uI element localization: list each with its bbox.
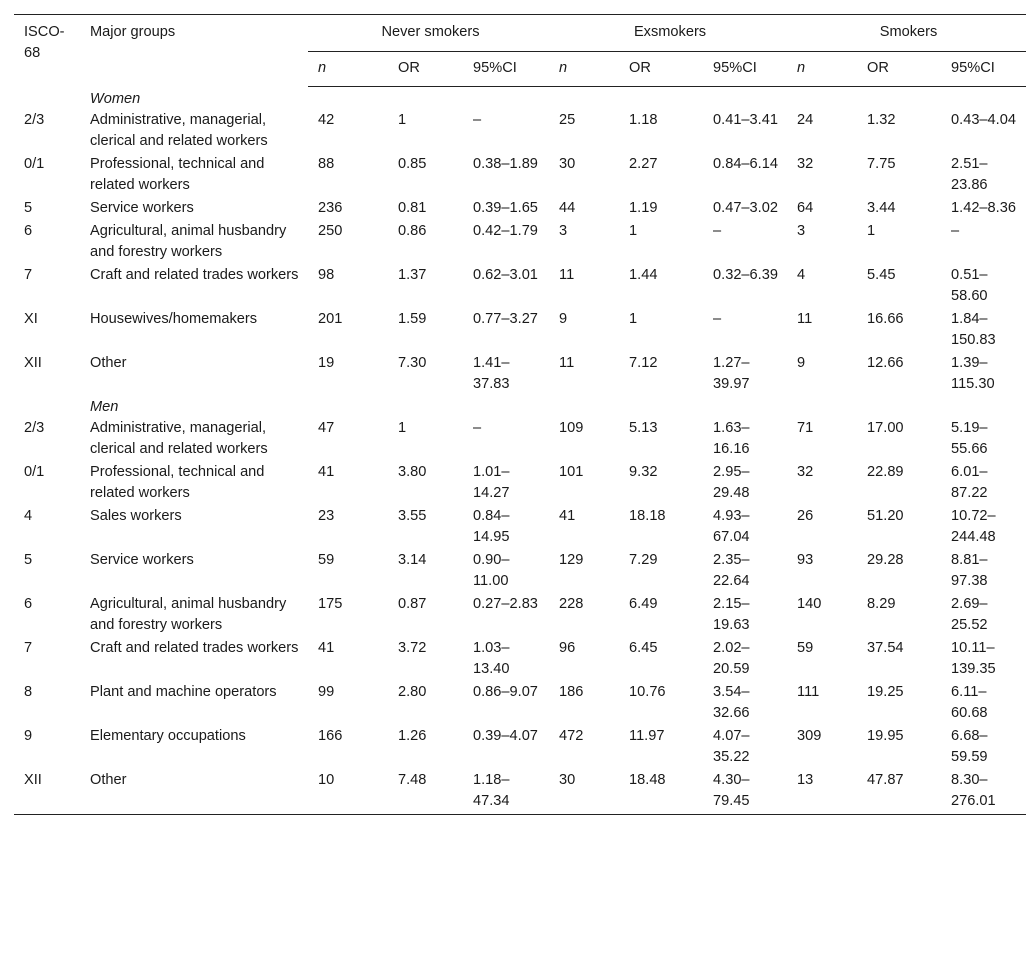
major-group-cell: Plant and machine operators <box>90 683 277 700</box>
n-cell: 30 <box>559 155 576 172</box>
ci-cell: 2.02–20.59 <box>713 639 750 677</box>
or-cell: 18.18 <box>629 507 666 524</box>
major-group-cell: Housewives/homemakers <box>90 310 258 327</box>
ci-cell: 0.90–11.00 <box>473 551 510 589</box>
or-cell: 3.72 <box>398 639 427 656</box>
n-cell: 11 <box>559 354 575 371</box>
n-cell: 3 <box>797 222 806 239</box>
or-cell: 7.75 <box>867 155 896 172</box>
ci-cell: 0.32–6.39 <box>713 266 778 283</box>
ci-cell: – <box>713 310 722 327</box>
section-spacer <box>857 87 941 108</box>
ci-cell: 10.11–139.35 <box>951 639 996 677</box>
or-cell: 10.76 <box>629 683 666 700</box>
table-row <box>14 636 1026 680</box>
ci-cell: 5.19–55.66 <box>951 419 988 457</box>
never-smokers-header: Never smokers <box>308 15 549 52</box>
n-cell: 228 <box>559 595 584 612</box>
or-cell: 1 <box>398 111 407 128</box>
n-cell: 11 <box>797 310 813 327</box>
ci-cell: 1.01–14.27 <box>473 463 510 501</box>
isco-code-cell: 7 <box>24 266 33 283</box>
table-row <box>14 219 1026 263</box>
or-cell: 1 <box>629 310 638 327</box>
table-row <box>14 680 1026 724</box>
n-cell: 24 <box>797 111 814 128</box>
or-cell: 5.13 <box>629 419 658 436</box>
or-cell: 3.44 <box>867 199 896 216</box>
n-cell: 111 <box>797 683 820 700</box>
section-spacer <box>463 87 549 108</box>
isco-code-cell: 0/1 <box>24 463 45 480</box>
section-spacer <box>787 87 857 108</box>
ci-cell: 1.18–47.34 <box>463 768 549 815</box>
major-group-cell: Elementary occupations <box>90 727 246 744</box>
major-group-cell: Agricultural, animal husbandry and forestry workers <box>90 595 287 633</box>
isco-code-cell: 9 <box>24 727 33 744</box>
isco-code-cell: 5 <box>24 199 33 216</box>
n-cell: 23 <box>318 507 335 524</box>
n-cell: 10 <box>308 768 388 815</box>
col-ci-header: 95%CI <box>941 52 1026 87</box>
section-spacer <box>308 395 388 416</box>
ci-cell: 4.30–79.45 <box>703 768 787 815</box>
ci-cell: 2.51–23.86 <box>951 155 988 193</box>
major-group-cell: Service workers <box>90 199 194 216</box>
n-cell: 11 <box>559 266 575 283</box>
major-group-cell: Administrative, managerial, clerical and related workers <box>90 111 268 149</box>
or-cell: 19.25 <box>867 683 904 700</box>
or-cell: 1.18 <box>629 111 658 128</box>
n-cell: 4 <box>797 266 806 283</box>
major-group-cell: Craft and related trades workers <box>90 266 299 283</box>
n-cell: 3 <box>559 222 568 239</box>
n-cell: 109 <box>559 419 584 436</box>
or-cell: 1 <box>398 419 407 436</box>
isco-code-cell: 2/3 <box>24 111 45 128</box>
or-cell: 1 <box>629 222 638 239</box>
odds-ratio-table <box>14 14 1026 815</box>
or-cell: 47.87 <box>857 768 941 815</box>
table-row <box>14 592 1026 636</box>
n-cell: 41 <box>559 507 576 524</box>
major-group-cell: Other <box>90 354 127 371</box>
n-cell: 88 <box>318 155 335 172</box>
ci-cell: 1.03–13.40 <box>473 639 510 677</box>
table-row <box>14 351 1026 395</box>
n-cell: 64 <box>797 199 814 216</box>
n-cell: 93 <box>797 551 814 568</box>
n-cell: 32 <box>797 463 814 480</box>
section-spacer <box>549 87 619 108</box>
or-cell: 6.45 <box>629 639 658 656</box>
or-cell: 0.86 <box>398 222 427 239</box>
n-cell: 30 <box>549 768 619 815</box>
ci-cell: 0.47–3.02 <box>713 199 778 216</box>
col-n-header: n <box>787 52 857 87</box>
or-cell: 2.27 <box>629 155 658 172</box>
table-row <box>14 263 1026 307</box>
or-cell: 5.45 <box>867 266 896 283</box>
ci-cell: – <box>951 222 960 239</box>
section-spacer <box>463 395 549 416</box>
or-cell: 12.66 <box>867 354 904 371</box>
col-n-header: n <box>549 52 619 87</box>
or-cell: 16.66 <box>867 310 904 327</box>
ci-cell: – <box>473 111 482 128</box>
section-spacer <box>941 395 1026 416</box>
or-cell: 3.55 <box>398 507 427 524</box>
section-spacer <box>787 395 857 416</box>
major-groups-header: Major groups <box>80 15 308 87</box>
n-cell: 129 <box>559 551 584 568</box>
n-cell: 47 <box>318 419 335 436</box>
n-cell: 9 <box>797 354 806 371</box>
or-cell: 6.49 <box>629 595 658 612</box>
major-group-cell: Agricultural, animal husbandry and forestry workers <box>90 222 287 260</box>
table-header <box>14 15 1026 87</box>
or-cell: 18.48 <box>619 768 703 815</box>
section-spacer <box>619 395 703 416</box>
ci-cell: 8.81–97.38 <box>951 551 988 589</box>
section-label: Men <box>90 398 119 415</box>
isco-code-cell: 6 <box>24 595 33 612</box>
or-cell: 51.20 <box>867 507 904 524</box>
or-cell: 22.89 <box>867 463 904 480</box>
isco-code-cell: 4 <box>24 507 33 524</box>
or-cell: 1.19 <box>629 199 658 216</box>
col-n-header: n <box>308 52 388 87</box>
section-label: Women <box>90 90 141 107</box>
n-cell: 13 <box>787 768 857 815</box>
or-cell: 11.97 <box>629 727 665 744</box>
ci-cell: 0.39–1.65 <box>473 199 538 216</box>
ci-cell: 1.63–16.16 <box>713 419 750 457</box>
table-row <box>14 196 1026 219</box>
col-or-header: OR <box>619 52 703 87</box>
or-cell: 1.26 <box>398 727 427 744</box>
n-cell: 59 <box>797 639 814 656</box>
ci-cell: 6.01–87.22 <box>951 463 988 501</box>
ci-cell: 6.68–59.59 <box>951 727 988 765</box>
isco-code-cell: 8 <box>24 683 33 700</box>
exsmokers-header: Exsmokers <box>549 15 787 52</box>
ci-cell: 1.41–37.83 <box>473 354 510 392</box>
section-row <box>14 87 1026 108</box>
ci-cell: – <box>473 419 482 436</box>
n-cell: 250 <box>318 222 343 239</box>
table-row <box>14 768 1026 815</box>
table-row <box>14 108 1026 152</box>
ci-cell: 1.84–150.83 <box>951 310 996 348</box>
or-cell: 17.00 <box>867 419 904 436</box>
major-group-cell: Professional, technical and related workers <box>90 463 265 501</box>
n-cell: 186 <box>559 683 584 700</box>
isco-code-cell: 2/3 <box>24 419 45 436</box>
table-body <box>14 87 1026 815</box>
ci-cell: 8.30–276.01 <box>941 768 1026 815</box>
section-spacer <box>941 87 1026 108</box>
n-cell: 99 <box>318 683 335 700</box>
n-cell: 309 <box>797 727 822 744</box>
or-cell: 7.12 <box>629 354 658 371</box>
n-cell: 25 <box>559 111 576 128</box>
or-cell: 0.87 <box>398 595 427 612</box>
ci-cell: 0.38–1.89 <box>473 155 538 172</box>
n-cell: 101 <box>559 463 584 480</box>
isco-code-cell: 5 <box>24 551 33 568</box>
or-cell: 1.44 <box>629 266 658 283</box>
n-cell: 175 <box>318 595 343 612</box>
n-cell: 59 <box>318 551 335 568</box>
table-row <box>14 460 1026 504</box>
or-cell: 7.48 <box>388 768 463 815</box>
or-cell: 29.28 <box>867 551 904 568</box>
major-group-cell: Other <box>80 768 308 815</box>
ci-cell: 0.84–6.14 <box>713 155 778 172</box>
n-cell: 32 <box>797 155 814 172</box>
ci-cell: 6.11–60.68 <box>951 683 988 721</box>
section-spacer <box>857 395 941 416</box>
section-spacer <box>703 87 787 108</box>
ci-cell: 10.72–244.48 <box>951 507 996 545</box>
table-row <box>14 548 1026 592</box>
or-cell: 1.37 <box>398 266 427 283</box>
col-ci-header: 95%CI <box>703 52 787 87</box>
major-group-cell: Professional, technical and related workers <box>90 155 265 193</box>
n-cell: 71 <box>797 419 814 436</box>
ci-cell: 2.69–25.52 <box>951 595 988 633</box>
isco-code-cell: XI <box>24 310 38 327</box>
ci-cell: 2.35–22.64 <box>713 551 750 589</box>
ci-cell: 2.15–19.63 <box>713 595 750 633</box>
n-cell: 42 <box>318 111 335 128</box>
col-or-header: OR <box>388 52 463 87</box>
or-cell: 1.59 <box>398 310 427 327</box>
ci-cell: 0.84–14.95 <box>473 507 510 545</box>
n-cell: 41 <box>318 639 335 656</box>
or-cell: 0.81 <box>398 199 427 216</box>
n-cell: 9 <box>559 310 568 327</box>
section-spacer <box>14 395 80 416</box>
ci-cell: 3.54–32.66 <box>713 683 750 721</box>
ci-cell: 0.39–4.07 <box>473 727 538 744</box>
n-cell: 19 <box>318 354 335 371</box>
n-cell: 201 <box>318 310 343 327</box>
major-group-cell: Sales workers <box>90 507 182 524</box>
n-cell: 44 <box>559 199 576 216</box>
section-spacer <box>14 87 80 108</box>
table-row <box>14 504 1026 548</box>
ci-cell: 0.86–9.07 <box>473 683 538 700</box>
isco-code-cell: XII <box>24 354 42 371</box>
ci-cell: 0.42–1.79 <box>473 222 538 239</box>
or-cell: 9.32 <box>629 463 658 480</box>
or-cell: 2.80 <box>398 683 427 700</box>
n-cell: 96 <box>559 639 576 656</box>
col-or-header: OR <box>857 52 941 87</box>
ci-cell: 0.77–3.27 <box>473 310 538 327</box>
ci-cell: 0.51–58.60 <box>951 266 988 304</box>
section-spacer <box>619 87 703 108</box>
section-spacer <box>308 87 388 108</box>
or-cell: 1.32 <box>867 111 896 128</box>
or-cell: 3.14 <box>398 551 427 568</box>
major-group-cell: Craft and related trades workers <box>90 639 299 656</box>
table-row <box>14 152 1026 196</box>
n-cell: 26 <box>797 507 814 524</box>
n-cell: 166 <box>318 727 343 744</box>
or-cell: 19.95 <box>867 727 904 744</box>
section-spacer <box>703 395 787 416</box>
major-group-cell: Administrative, managerial, clerical and related workers <box>90 419 268 457</box>
or-cell: 0.85 <box>398 155 427 172</box>
ci-cell: 0.41–3.41 <box>713 111 778 128</box>
isco-code-cell: 6 <box>24 222 33 239</box>
isco-code-cell: 7 <box>24 639 33 656</box>
section-spacer <box>549 395 619 416</box>
or-cell: 7.29 <box>629 551 658 568</box>
isco-header: ISCO-68 <box>14 15 80 87</box>
smokers-header: Smokers <box>787 15 1026 52</box>
n-cell: 472 <box>559 727 584 744</box>
n-cell: 41 <box>318 463 335 480</box>
major-group-cell: Service workers <box>90 551 194 568</box>
table-row <box>14 416 1026 460</box>
or-cell: 37.54 <box>867 639 904 656</box>
n-cell: 98 <box>318 266 335 283</box>
isco-code-cell: XII <box>14 768 80 815</box>
table-row <box>14 307 1026 351</box>
ci-cell: 1.27–39.97 <box>713 354 750 392</box>
or-cell: 7.30 <box>398 354 427 371</box>
ci-cell: 0.62–3.01 <box>473 266 538 283</box>
ci-cell: 1.42–8.36 <box>951 199 1016 216</box>
or-cell: 1 <box>867 222 876 239</box>
ci-cell: 2.95–29.48 <box>713 463 750 501</box>
ci-cell: 1.39–115.30 <box>951 354 995 392</box>
ci-cell: – <box>713 222 722 239</box>
isco-code-cell: 0/1 <box>24 155 45 172</box>
section-row <box>14 395 1026 416</box>
table-row <box>14 724 1026 768</box>
ci-cell: 4.07–35.22 <box>713 727 750 765</box>
ci-cell: 4.93–67.04 <box>713 507 750 545</box>
col-ci-header: 95%CI <box>463 52 549 87</box>
ci-cell: 0.27–2.83 <box>473 595 538 612</box>
n-cell: 236 <box>318 199 343 216</box>
ci-cell: 0.43–4.04 <box>951 111 1016 128</box>
or-cell: 8.29 <box>867 595 896 612</box>
or-cell: 3.80 <box>398 463 427 480</box>
section-spacer <box>388 87 463 108</box>
n-cell: 140 <box>797 595 822 612</box>
section-spacer <box>388 395 463 416</box>
